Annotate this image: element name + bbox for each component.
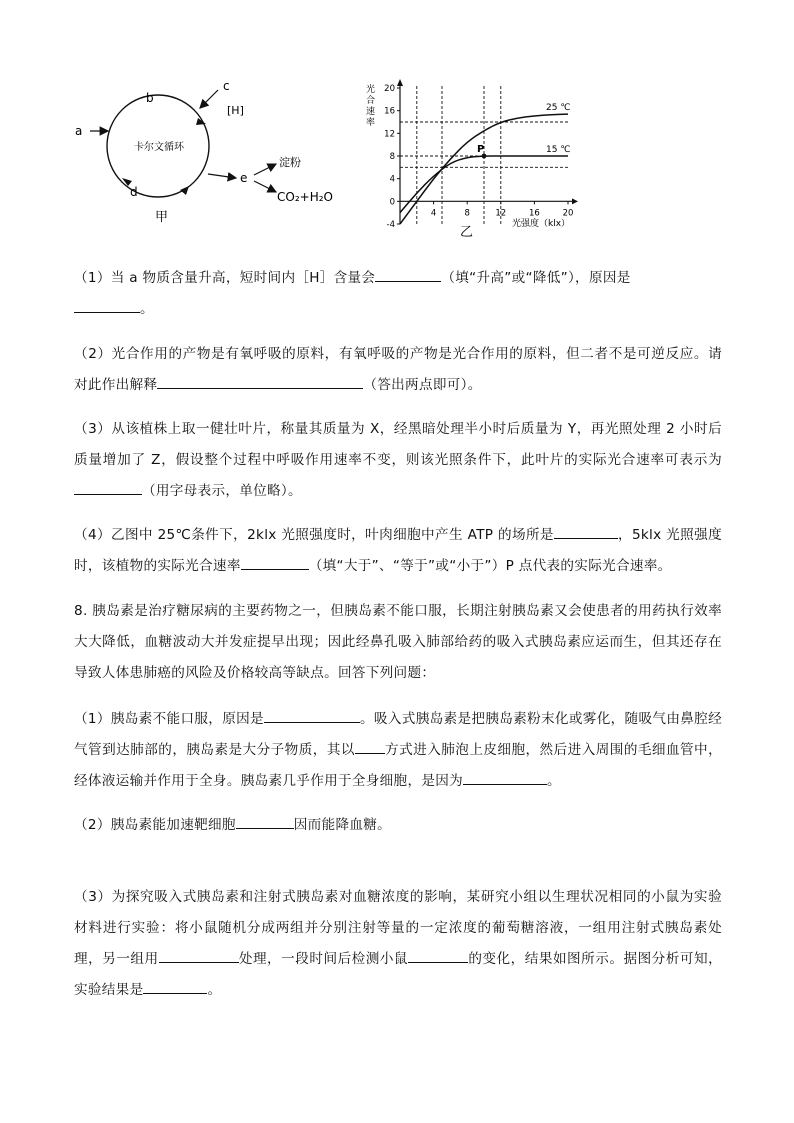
label-c: c <box>223 79 230 93</box>
y-axis-label <box>366 83 375 128</box>
y-axis-label-char: 光 <box>366 85 376 95</box>
y-tick-label: 20 <box>384 84 395 94</box>
question-8-part-1 <box>74 704 722 797</box>
q2-answer-blank[interactable] <box>157 374 363 389</box>
q4-text-2: ，5klx 光照强度时，该植物的实际光合速率 <box>74 527 722 574</box>
x-tick-label: 16 <box>528 208 540 219</box>
cycle-name: 卡尔文循环 <box>134 142 184 153</box>
x-tick-label: 20 <box>562 208 574 219</box>
y-axis-label-char: 率 <box>366 118 376 128</box>
photosynthesis-chart <box>362 76 594 242</box>
x-tick-label: 4 <box>430 208 437 219</box>
q4-answer-blank-2[interactable] <box>241 555 309 570</box>
x-axis-label: 光强度（klx） <box>512 219 571 229</box>
y-axis-label-char: 速 <box>366 107 376 117</box>
label-a: a <box>75 124 83 138</box>
series-line-15c <box>400 156 568 213</box>
y-axis-arrow <box>397 79 403 86</box>
x-tick-label: 8 <box>464 208 470 219</box>
calvin-cycle-diagram <box>70 78 370 228</box>
legend-label-15c: 15 ℃ <box>546 145 571 155</box>
y-tick-label: 8 <box>389 152 395 162</box>
x-tick-label: 12 <box>495 208 507 219</box>
question-8-part-3 <box>74 882 722 1006</box>
label-e: e <box>240 171 248 185</box>
q8-p2-text-2: 因而能降血糖。 <box>293 817 392 833</box>
q2-text-1: （2）光合作用的产物是有氧呼吸的原料，有氧呼吸的产物是光合作用的原料，但二者不是可逆反应。请对此作出解释 <box>74 346 722 393</box>
q8-p2-text-1: （2）胰岛素能加速靶细胞 <box>74 817 236 833</box>
q3-text-1: （3）从该植株上取一健壮叶片，称量其质量为 X，经黑暗处理半小时后质量为 Y，再光照处理 2 小时后质量增加了 Z，假设整个过程中呼吸作用速率不变，则该光照条件下，此叶片的实际光合速率可表示为 <box>74 421 722 468</box>
q8-p1-answer-blank-3[interactable] <box>463 770 547 785</box>
q1-text-2: （填“升高”或“降低”），原因是 <box>441 270 631 286</box>
q1-answer-blank-1[interactable] <box>375 267 441 282</box>
label-d: d <box>130 185 138 199</box>
question-8-intro <box>74 596 722 689</box>
q2-text-2: （答出两点即可）。 <box>363 377 482 393</box>
q1-text-3: 。 <box>140 301 154 317</box>
y-tick-label: -4 <box>386 220 395 230</box>
q3-text-2: （用字母表示，单位略）。 <box>142 483 302 499</box>
product-co2-h2o: CO₂+H₂O <box>277 190 333 204</box>
q4-text-3: （填“大于”、“等于”或“小于”）P 点代表的实际光合速率。 <box>308 558 672 574</box>
q8-p3-answer-blank-2[interactable] <box>408 948 468 963</box>
y-tick-label: 16 <box>384 106 395 117</box>
question-4 <box>74 520 722 582</box>
q8-p2-answer-blank[interactable] <box>236 814 294 829</box>
q8-p3-text-3: 的变化，结果如图所示。据图分析可知，实验结果是 <box>74 951 722 998</box>
caption-yi: 乙 <box>460 225 474 240</box>
product-starch: 淀粉 <box>279 156 301 169</box>
caption-jia: 甲 <box>155 210 169 225</box>
q8-p1-text-1: （1）胰岛素不能口服，原因是 <box>74 711 264 727</box>
y-tick-label: 0 <box>389 197 395 208</box>
q4-answer-blank-1[interactable] <box>554 524 618 539</box>
q8-p3-text-4: 。 <box>207 982 222 998</box>
legend-label-25c: 25 ℃ <box>546 103 571 114</box>
x-axis-arrow <box>572 198 578 204</box>
y-tick-label: 4 <box>389 174 395 185</box>
q8-p1-text-2: 。吸入式胰岛素是把胰岛素粉末化或雾化，随吸气由鼻腔经气管到达肺部的，胰岛素是大分子物质，其以 <box>74 711 722 758</box>
label-h: [H] <box>227 104 244 117</box>
q8-p1-text-4: 。 <box>547 773 561 789</box>
q8-p3-answer-blank-1[interactable] <box>159 948 239 963</box>
q8-p3-answer-blank-3[interactable] <box>143 979 207 994</box>
y-axis-label-char: 合 <box>366 96 376 106</box>
q8-p1-answer-blank-2[interactable] <box>355 739 385 754</box>
q1-text-1: （1）当 a 物质含量升高，短时间内［H］含量会 <box>74 270 376 286</box>
question-1 <box>74 263 722 325</box>
q3-answer-blank[interactable] <box>74 480 142 495</box>
q8-intro-text: 8. 胰岛素是治疗糖尿病的主要药物之一，但胰岛素不能口服，长期注射胰岛素又会使患者的用药执行效率大大降低，血糖波动大并发症提早出现；因此经鼻孔吸入肺部给药的吸入式胰岛素应运而生，但其还存在导致人体患肺癌的风险及价格较高等缺点。回答下列问题： <box>74 603 722 681</box>
q4-text-1: （4）乙图中 25℃条件下，2klx 光照强度时，叶肉细胞中产生 ATP 的场所是 <box>74 527 554 543</box>
q1-answer-blank-2[interactable] <box>74 298 140 313</box>
question-3 <box>74 414 722 507</box>
label-b: b <box>146 91 154 105</box>
q8-p1-text-3: 方式进入肺泡上皮细胞，然后进入周围的毛细血管中，经体液运输并作用于全身。胰岛素几乎作用于全身细胞，是因为 <box>74 742 722 789</box>
q8-p3-text-2: 处理，一段时间后检测小鼠 <box>238 951 409 967</box>
question-8-part-2 <box>74 810 722 841</box>
q8-p1-answer-blank-1[interactable] <box>264 708 360 723</box>
question-2 <box>74 339 722 401</box>
y-tick-label: 12 <box>384 129 395 140</box>
q8-p3-text-1: （3）为探究吸入式胰岛素和注射式胰岛素对血糖浓度的影响，某研究小组以生理状况相同的小鼠为实验材料进行实验：将小鼠随机分成两组并分别注射等量的一定浓度的葡萄糖溶液，一组用注射式胰岛素处理，另一组用 <box>74 889 722 967</box>
point-p-label: P <box>477 144 485 155</box>
